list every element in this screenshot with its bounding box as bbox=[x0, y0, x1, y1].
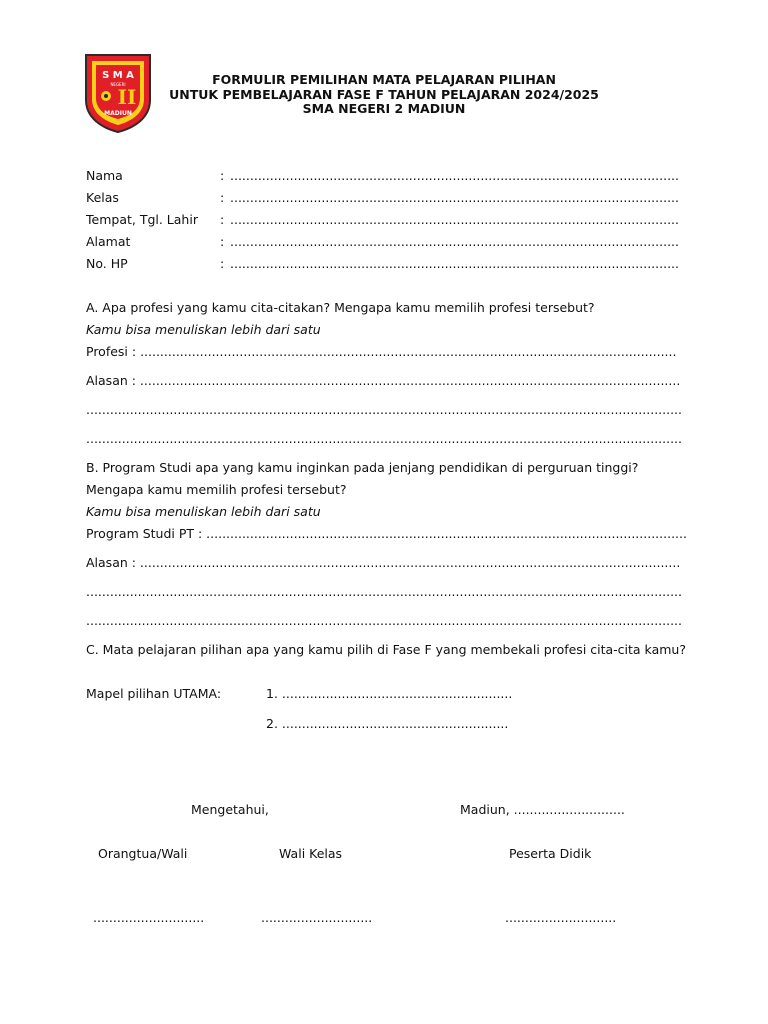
field-input-nama[interactable]: ................................................................................................................. bbox=[230, 168, 679, 183]
field-colon: : bbox=[220, 168, 225, 183]
section-b-question: B. Program Studi apa yang kamu inginkan pada jenjang pendidikan di perguruan tinggi? bbox=[86, 460, 639, 475]
signature-role-peserta: Peserta Didik bbox=[509, 846, 592, 861]
section-b-prodi-field[interactable]: Program Studi PT : ......................................................................................................................... bbox=[86, 526, 687, 541]
place-date-field[interactable]: Madiun, ............................ bbox=[460, 802, 625, 817]
logo-text-negeri: NEGERI bbox=[110, 82, 126, 87]
section-b-note: Kamu bisa menuliskan lebih dari satu bbox=[86, 504, 321, 519]
section-a-profesi-field[interactable]: Profesi : ....................................................................................................................................... bbox=[86, 344, 677, 359]
mapel-choice-1[interactable]: 1. .......................................................... bbox=[266, 686, 513, 701]
section-a-alasan-field[interactable]: Alasan : ........................................................................................................................................ bbox=[86, 373, 681, 388]
section-b-alasan-line[interactable]: ...................................................................................................................................................... bbox=[86, 613, 683, 628]
section-b-alasan-field[interactable]: Alasan : ........................................................................................................................................ bbox=[86, 555, 681, 570]
school-logo bbox=[82, 52, 154, 134]
signature-line-wali-kelas[interactable]: ............................ bbox=[261, 910, 373, 925]
signature-line-peserta[interactable]: ............................ bbox=[505, 910, 617, 925]
field-input-kelas[interactable]: ................................................................................................................. bbox=[230, 190, 679, 205]
field-input-ttl[interactable]: ................................................................................................................. bbox=[230, 212, 679, 227]
field-label-ttl: Tempat, Tgl. Lahir bbox=[86, 212, 198, 227]
signature-role-orangtua: Orangtua/Wali bbox=[98, 846, 188, 861]
mapel-label: Mapel pilihan UTAMA: bbox=[86, 686, 222, 701]
section-a-alasan-line[interactable]: ...................................................................................................................................................... bbox=[86, 402, 683, 417]
field-label-hp: No. HP bbox=[86, 256, 128, 271]
field-label-alamat: Alamat bbox=[86, 234, 131, 249]
header-title-line2: UNTUK PEMBELAJARAN FASE F TAHUN PELAJARAN 2024/2025 bbox=[169, 86, 599, 102]
mapel-choice-2[interactable]: 2. ......................................................... bbox=[266, 716, 509, 731]
header-title-line3: SMA NEGERI 2 MADIUN bbox=[302, 101, 466, 116]
section-a-question: A. Apa profesi yang kamu cita-citakan? Mengapa kamu memilih profesi tersebut? bbox=[86, 300, 595, 315]
header-title-line1: FORMULIR PEMILIHAN MATA PELAJARAN PILIHAN bbox=[212, 72, 556, 87]
field-input-alamat[interactable]: ................................................................................................................. bbox=[230, 234, 679, 249]
signature-line-orangtua[interactable]: ............................ bbox=[93, 910, 205, 925]
field-input-hp[interactable]: ................................................................................................................. bbox=[230, 256, 679, 271]
field-colon: : bbox=[220, 234, 225, 249]
field-colon: : bbox=[220, 212, 225, 227]
section-b-question-cont: Mengapa kamu memilih profesi tersebut? bbox=[86, 482, 347, 497]
section-a-note: Kamu bisa menuliskan lebih dari satu bbox=[86, 322, 321, 337]
field-colon: : bbox=[220, 190, 225, 205]
logo-text-madiun: MADIUN bbox=[104, 110, 132, 117]
logo-text-sma: S M A bbox=[102, 70, 134, 81]
section-a-alasan-line[interactable]: ...................................................................................................................................................... bbox=[86, 431, 683, 446]
mengetahui-label: Mengetahui, bbox=[191, 802, 269, 817]
section-c-question: C. Mata pelajaran pilihan apa yang kamu pilih di Fase F yang membekali profesi cita-cita kamu? bbox=[86, 642, 686, 657]
form-header bbox=[160, 73, 608, 117]
field-label-nama: Nama bbox=[86, 168, 123, 183]
field-label-kelas: Kelas bbox=[86, 190, 119, 205]
field-colon: : bbox=[220, 256, 225, 271]
logo-text-numeral: II bbox=[117, 85, 137, 109]
section-b-alasan-line[interactable]: ...................................................................................................................................................... bbox=[86, 584, 683, 599]
signature-role-wali-kelas: Wali Kelas bbox=[279, 846, 343, 861]
